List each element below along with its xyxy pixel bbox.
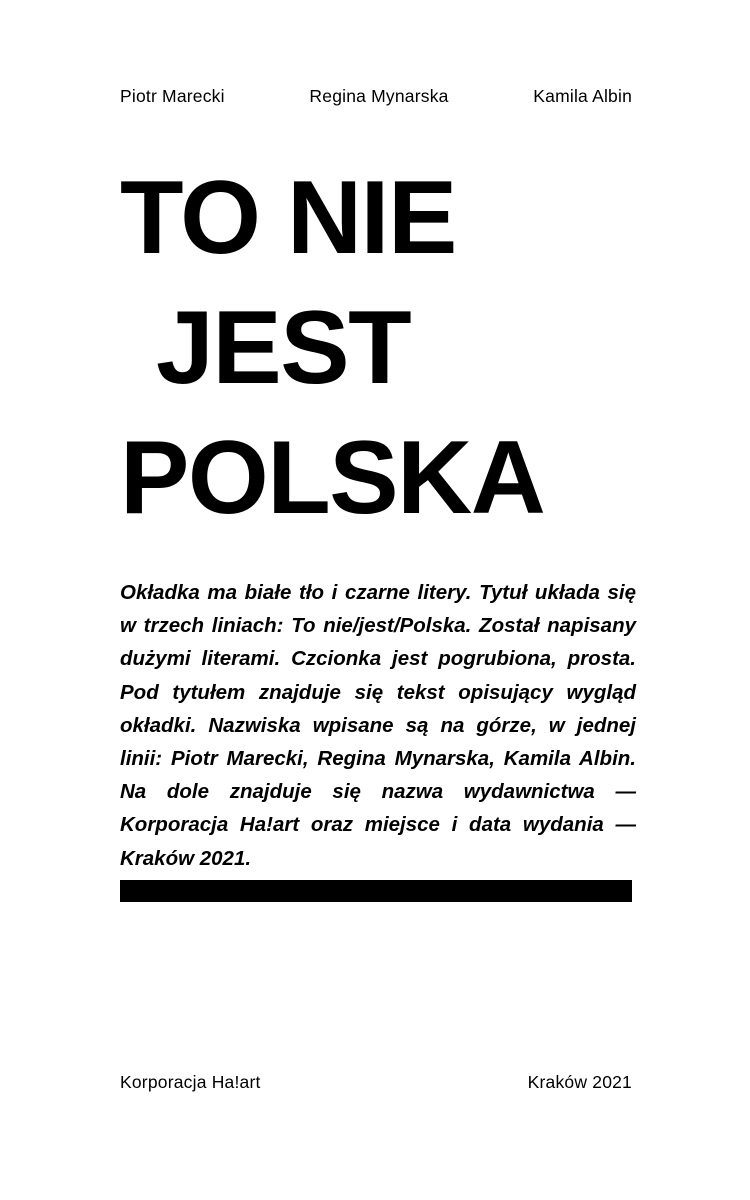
author-name-1: Piotr Marecki — [120, 86, 225, 106]
title-line-1: TO NIE — [120, 160, 456, 276]
cover-description-text: Okładka ma białe tło i czarne litery. Tytuł układa się w trzech liniach: To nie/jest/Polska. Został napisany dużymi literami. Czcionka jest pogrubiona, prosta. Pod tytułem znajduje się tekst opisujący wygląd okładki. Nazwiska wpisane są na górze, w jednej linii: Piotr Marecki, Regina Mynarska, Kamila Albin. Na dole znajduje się nazwa wydawnictwa — Korporacja Ha!art oraz miejsce i data wydania — Kraków 2021. — [120, 581, 636, 870]
black-divider-bar — [120, 880, 632, 902]
publisher-name: Korporacja Ha!art — [120, 1072, 261, 1092]
book-title — [120, 160, 640, 536]
title-line-2: JEST — [156, 289, 411, 406]
footer-row — [120, 1072, 632, 1093]
author-name-3: Kamila Albin — [533, 86, 632, 106]
authors-row — [120, 86, 632, 107]
title-line-3: POLSKA — [120, 419, 545, 536]
place-and-year: Kraków 2021 — [527, 1072, 632, 1092]
author-name-2: Regina Mynarska — [309, 86, 449, 106]
